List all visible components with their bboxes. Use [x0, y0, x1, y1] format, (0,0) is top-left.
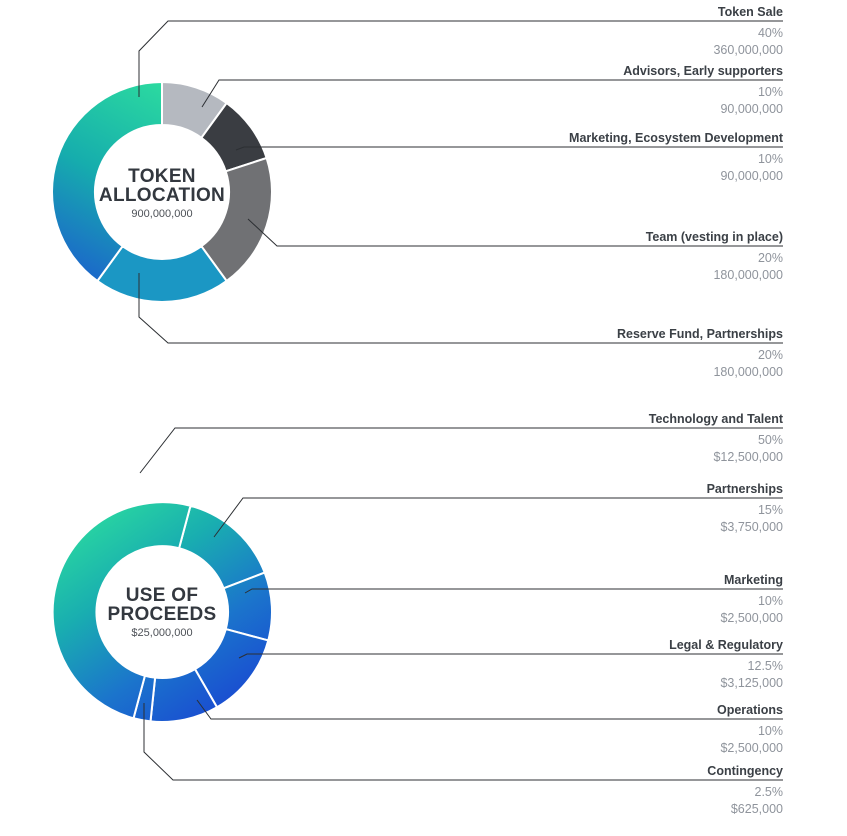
callout-reserve-fund-partnerships	[617, 325, 783, 381]
segment-name: Marketing	[723, 573, 783, 587]
segment-amount: $3,750,000	[720, 520, 783, 534]
leader-line-marketing	[245, 589, 783, 593]
segment-percent: 2.5%	[754, 785, 783, 799]
callout-partnerships	[707, 480, 783, 536]
callout-token-sale	[713, 3, 783, 59]
segment-name: Team (vesting in place)	[645, 230, 783, 244]
segment-amount: $12,500,000	[713, 450, 783, 464]
callout-marketing-ecosystem-development	[569, 129, 783, 185]
chart-total-value: 900,000,000	[131, 208, 193, 220]
segment-name: Marketing, Ecosystem Development	[569, 131, 783, 145]
segment-name: Technology and Talent	[648, 412, 783, 426]
segment-name: Legal & Regulatory	[669, 638, 783, 652]
segment-percent: 10%	[757, 724, 783, 738]
segment-percent: 10%	[757, 85, 783, 99]
use-of-proceeds-center-label	[52, 586, 272, 640]
segment-amount: $3,125,000	[720, 676, 783, 690]
segment-amount: $625,000	[730, 802, 783, 816]
chart-title-line: TOKEN	[128, 166, 196, 187]
callout-contingency	[707, 762, 783, 818]
segment-amount: $2,500,000	[720, 741, 783, 755]
segment-percent: 10%	[757, 594, 783, 608]
segment-name: Operations	[717, 703, 783, 717]
segment-percent: 20%	[757, 348, 783, 362]
segment-name: Token Sale	[717, 5, 783, 19]
segment-name: Partnerships	[706, 482, 783, 496]
leader-line-operations	[197, 700, 783, 719]
callout-advisors-early-supporters	[623, 62, 783, 118]
segment-percent: 15%	[757, 503, 783, 517]
segment-amount: 180,000,000	[713, 365, 783, 379]
segment-amount: 90,000,000	[720, 102, 783, 116]
segment-amount: $2,500,000	[720, 611, 783, 625]
callout-operations	[717, 701, 783, 757]
leader-line-partnerships	[214, 498, 783, 537]
chart-title-line: USE OF	[125, 585, 199, 606]
segment-percent: 20%	[757, 251, 783, 265]
callout-legal-regulatory	[669, 636, 783, 692]
segment-percent: 50%	[757, 433, 783, 447]
segment-amount: 90,000,000	[720, 169, 783, 183]
segment-name: Reserve Fund, Partnerships	[616, 327, 783, 341]
segment-name: Contingency	[707, 764, 783, 778]
segment-percent: 40%	[757, 26, 783, 40]
segment-percent: 10%	[757, 152, 783, 166]
segment-partnerships[interactable]	[179, 506, 265, 589]
chart-total-value: $25,000,000	[131, 627, 193, 639]
chart-title-line: PROCEEDS	[107, 604, 217, 625]
segment-name: Advisors, Early supporters	[623, 64, 783, 78]
segment-amount: 180,000,000	[713, 268, 783, 282]
callout-marketing	[720, 571, 783, 627]
token-allocation-center-label	[52, 167, 272, 221]
chart-title-line: ALLOCATION	[98, 185, 226, 206]
callout-team-vesting-in-place	[646, 228, 783, 284]
segment-amount: 360,000,000	[713, 43, 783, 57]
leader-line-contingency	[144, 703, 783, 780]
segment-percent: 12.5%	[747, 659, 783, 673]
callout-technology-and-talent	[649, 410, 783, 466]
